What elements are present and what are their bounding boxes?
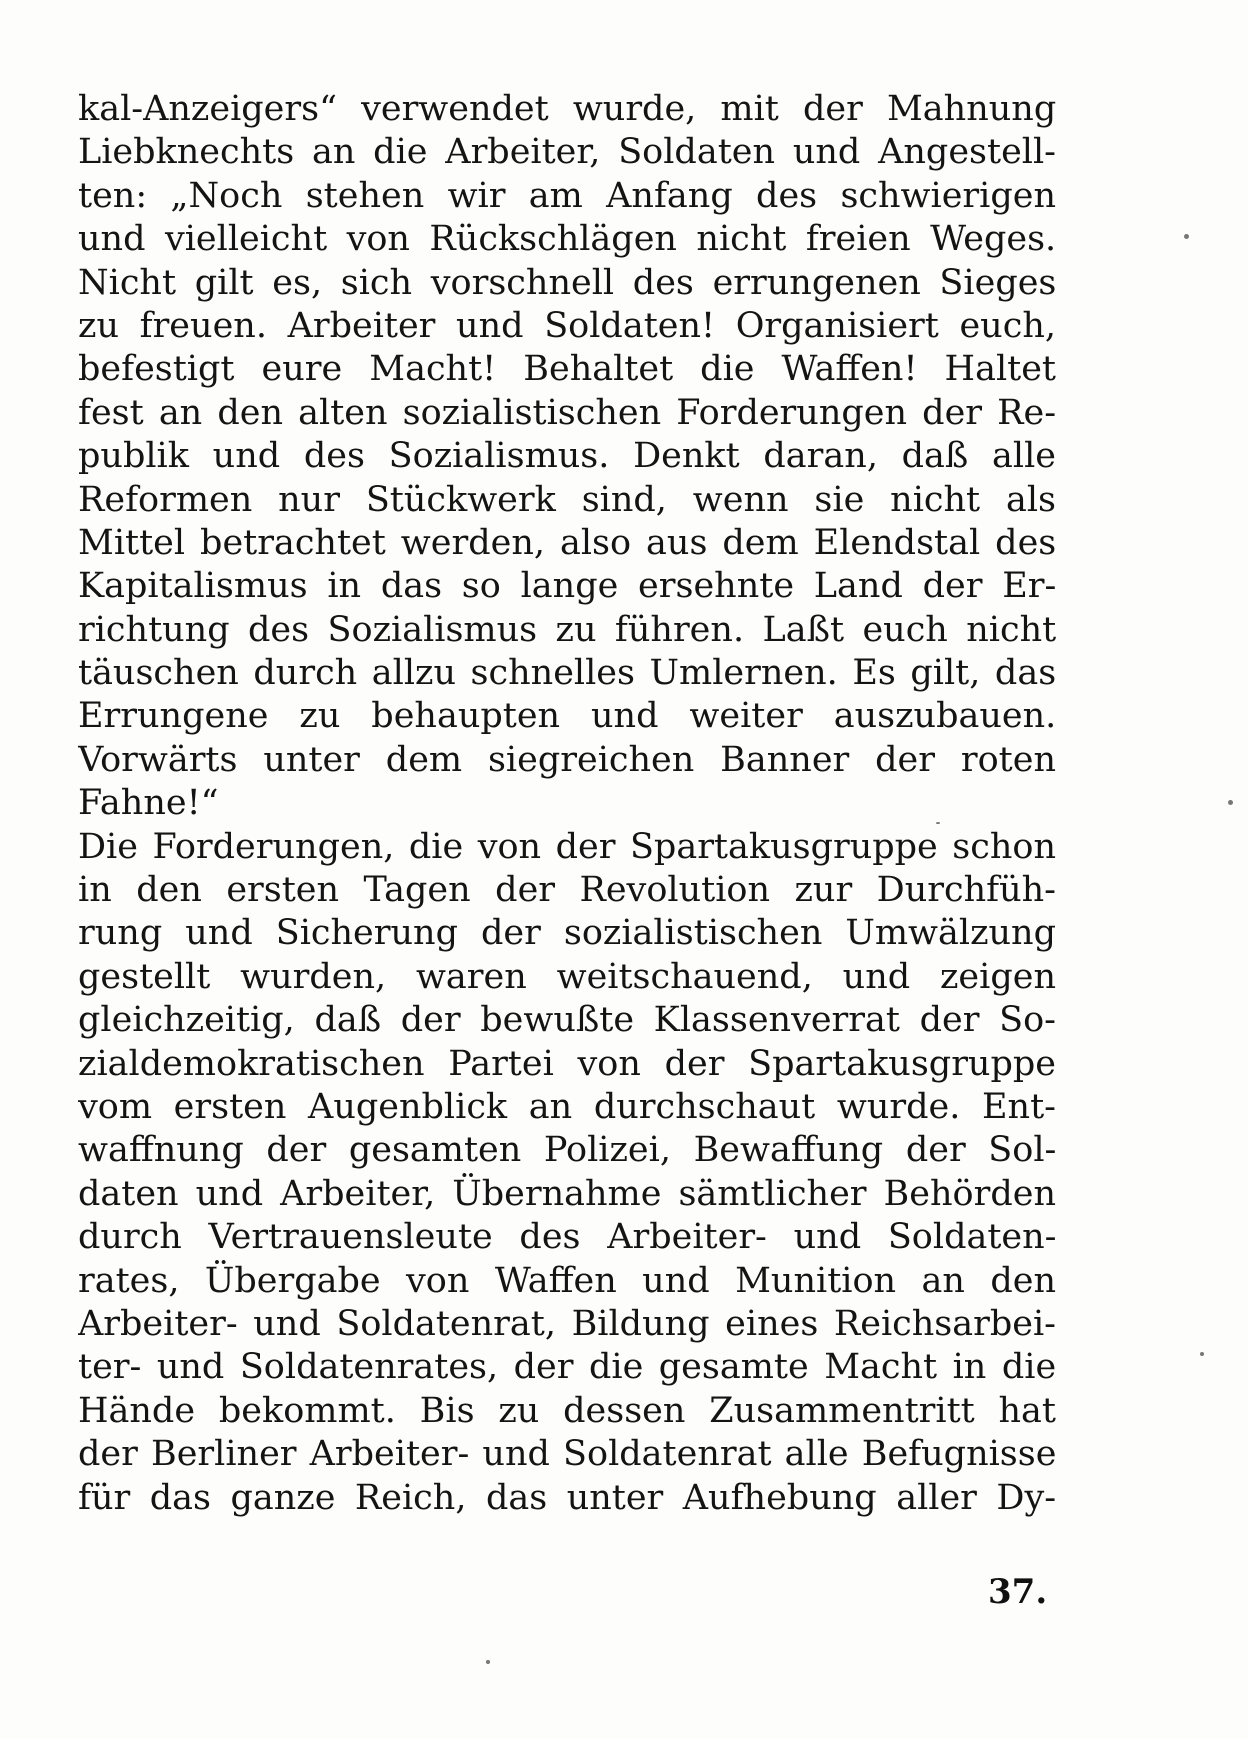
text-line: Kapitalismus in das so lange ersehnte Land der Er- (78, 566, 1056, 607)
text-line: gleichzeitig, daß der bewußte Klassenverrat der So- (78, 1000, 1056, 1041)
text-line: daten und Arbeiter, Übernahme sämtlicher Behörden (78, 1173, 1056, 1214)
text-line: Hände bekommt. Bis zu dessen Zusammentritt hat (78, 1390, 1056, 1431)
text-line: durch Vertrauensleute des Arbeiter- und Soldaten- (78, 1217, 1056, 1258)
text-line: zialdemokratischen Partei von der Spartakusgruppe (78, 1043, 1056, 1084)
text-line: der Berliner Arbeiter- und Soldatenrat alle Befugnisse (78, 1434, 1056, 1475)
text-line: Mittel betrachtet werden, also aus dem Elendstal des (78, 522, 1056, 563)
text-line: Arbeiter- und Soldatenrat, Bildung eines Reichsarbei- (78, 1303, 1056, 1344)
text-line: kal-Anzeigers“ verwendet wurde, mit der Mahnung (78, 89, 1056, 129)
text-line: gestellt wurden, waren weitschauend, und zeigen (78, 956, 1056, 997)
text-line: vom ersten Augenblick an durchschaut wurde. Ent- (78, 1086, 1056, 1127)
text-line: rates, Übergabe von Waffen und Munition an den (78, 1260, 1056, 1301)
text-line: rung und Sicherung der sozialistischen Umwälzung (78, 913, 1056, 954)
page-number: 37. (988, 1572, 1048, 1612)
scan-speck (1200, 1352, 1204, 1356)
text-line: und vielleicht von Rückschlägen nicht freien Weges. (78, 219, 1056, 260)
text-line: ten: „Noch stehen wir am Anfang des schwierigen (78, 175, 1056, 216)
text-line: Liebknechts an die Arbeiter, Soldaten und Angestell- (78, 132, 1056, 173)
body-text (78, 88, 1056, 1520)
text-line: Die Forderungen, die von der Spartakusgruppe schon (78, 826, 1056, 867)
scan-speck (936, 822, 940, 824)
text-line: täuschen durch allzu schnelles Umlernen. Es gilt, das (78, 653, 1056, 694)
text-line: ter- und Soldatenrates, der die gesamte Macht in die (78, 1347, 1056, 1388)
text-line: Fahne!“ (78, 783, 219, 824)
text-line: publik und des Sozialismus. Denkt daran, daß alle (78, 436, 1056, 477)
text-line: zu freuen. Arbeiter und Soldaten! Organisiert euch, (78, 305, 1056, 346)
text-line: fest an den alten sozialistischen Forderungen der Re- (78, 392, 1056, 433)
text-line: für das ganze Reich, das unter Aufhebung aller Dy- (78, 1477, 1056, 1518)
scan-speck (486, 1660, 490, 1664)
text-line: Vorwärts unter dem siegreichen Banner der roten (78, 739, 1056, 780)
text-line: richtung des Sozialismus zu führen. Laßt euch nicht (78, 609, 1056, 650)
text-line: Errungene zu behaupten und weiter auszubauen. (78, 696, 1056, 737)
text-line: waffnung der gesamten Polizei, Bewaffung der Sol- (78, 1130, 1056, 1171)
scan-speck (1184, 234, 1189, 239)
text-line: Reformen nur Stückwerk sind, wenn sie nicht als (78, 479, 1056, 520)
scan-speck (1228, 800, 1233, 805)
text-line: in den ersten Tagen der Revolution zur Durchfüh- (78, 870, 1056, 911)
text-line: Nicht gilt es, sich vorschnell des errungenen Sieges (78, 262, 1056, 303)
text-line: befestigt eure Macht! Behaltet die Waffen! Haltet (78, 349, 1056, 390)
